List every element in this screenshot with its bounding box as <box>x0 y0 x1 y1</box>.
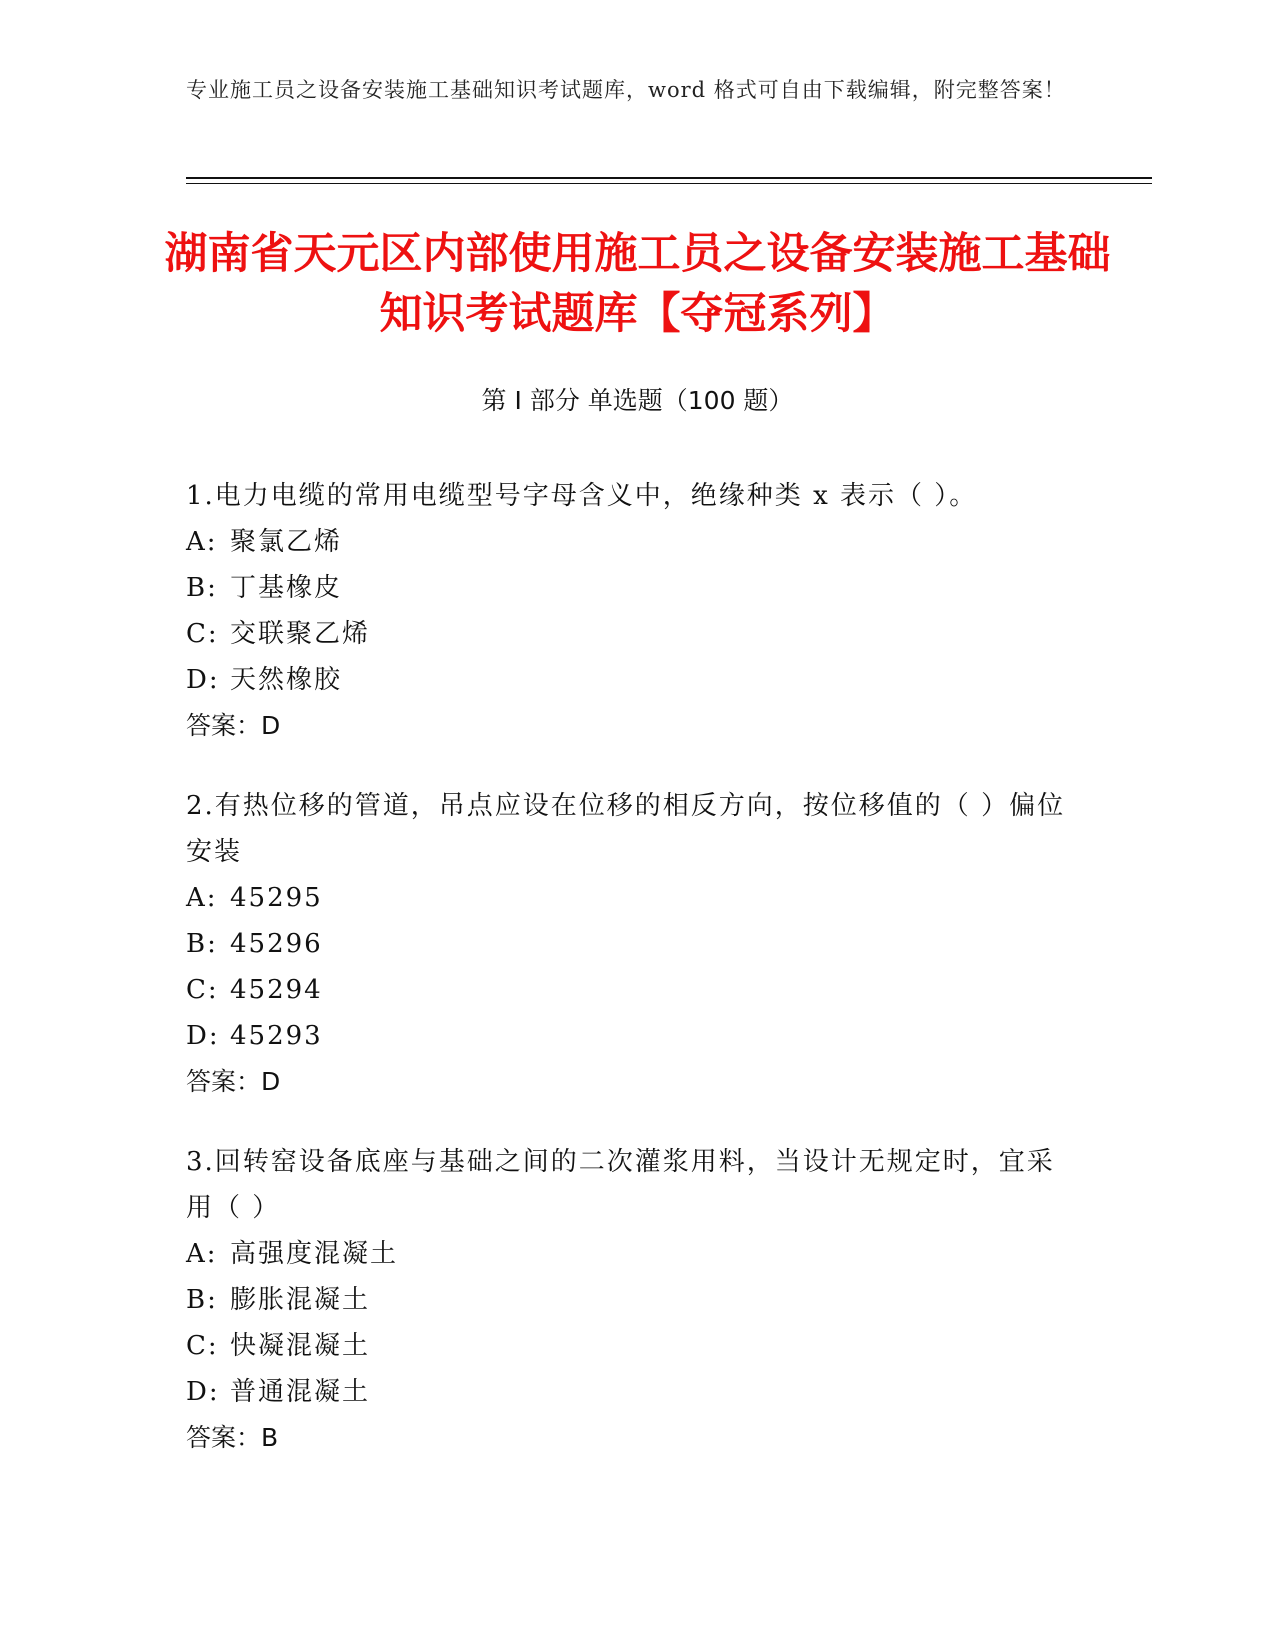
answer-line: 答案：B <box>186 1423 279 1452</box>
option-letter: A: <box>186 883 218 913</box>
option-letter: C: <box>186 975 219 1005</box>
option-c <box>186 1323 1066 1369</box>
option-c <box>186 611 1066 657</box>
option-b <box>186 565 1066 611</box>
question-stem: 3.回转窑设备底座与基础之间的二次灌浆用料，当设计无规定时，宜采用（ ） <box>186 1147 1055 1223</box>
option-letter: A: <box>186 1239 218 1269</box>
option-text: 交联聚乙烯 <box>230 619 371 649</box>
option-text: 45296 <box>230 929 323 959</box>
option-text: 45294 <box>230 975 323 1005</box>
option-letter: D: <box>186 665 220 695</box>
option-letter: B: <box>186 1285 218 1315</box>
answer-line: 答案：D <box>186 711 281 740</box>
option-text: 膨胀混凝土 <box>230 1285 371 1315</box>
option-b <box>186 921 1066 967</box>
question-stem: 1.电力电缆的常用电缆型号字母含义中，绝缘种类 x 表示（ ）。 <box>186 481 978 511</box>
option-a <box>186 1231 1066 1277</box>
option-text: 聚氯乙烯 <box>230 527 343 557</box>
answer-line: 答案：D <box>186 1067 281 1096</box>
option-text: 高强度混凝土 <box>230 1239 399 1269</box>
option-d <box>186 657 1066 703</box>
option-a <box>186 875 1066 921</box>
question-2 <box>186 783 1066 1105</box>
header-divider-thick <box>186 177 1152 179</box>
header-note: 专业施工员之设备安装施工基础知识考试题库，word 格式可自由下载编辑，附完整答案！ <box>186 78 1066 102</box>
option-text: 普通混凝土 <box>230 1377 371 1407</box>
option-d <box>186 1013 1066 1059</box>
option-text: 45295 <box>230 883 323 913</box>
option-text: 快凝混凝土 <box>230 1331 371 1361</box>
option-letter: A: <box>186 527 218 557</box>
option-b <box>186 1277 1066 1323</box>
option-a <box>186 519 1066 565</box>
header-divider-thin <box>186 183 1152 184</box>
question-3 <box>186 1139 1066 1461</box>
option-text: 丁基橡皮 <box>230 573 343 603</box>
option-letter: D: <box>186 1377 220 1407</box>
option-letter: C: <box>186 1331 219 1361</box>
section-heading: 第 I 部分 单选题（100 题） <box>481 386 794 415</box>
option-letter: B: <box>186 573 218 603</box>
option-letter: C: <box>186 619 219 649</box>
option-letter: D: <box>186 1021 220 1051</box>
option-text: 45293 <box>230 1021 323 1051</box>
option-text: 天然橡胶 <box>230 665 343 695</box>
question-1 <box>186 473 1066 749</box>
option-letter: B: <box>186 929 218 959</box>
question-stem: 2.有热位移的管道，吊点应设在位移的相反方向，按位移值的（ ）偏位安装 <box>186 791 1066 867</box>
option-c <box>186 967 1066 1013</box>
question-list <box>186 473 1066 1495</box>
document-title: 湖南省天元区内部使用施工员之设备安装施工基础知识考试题库【夺冠系列】 <box>164 229 1111 339</box>
option-d <box>186 1369 1066 1415</box>
